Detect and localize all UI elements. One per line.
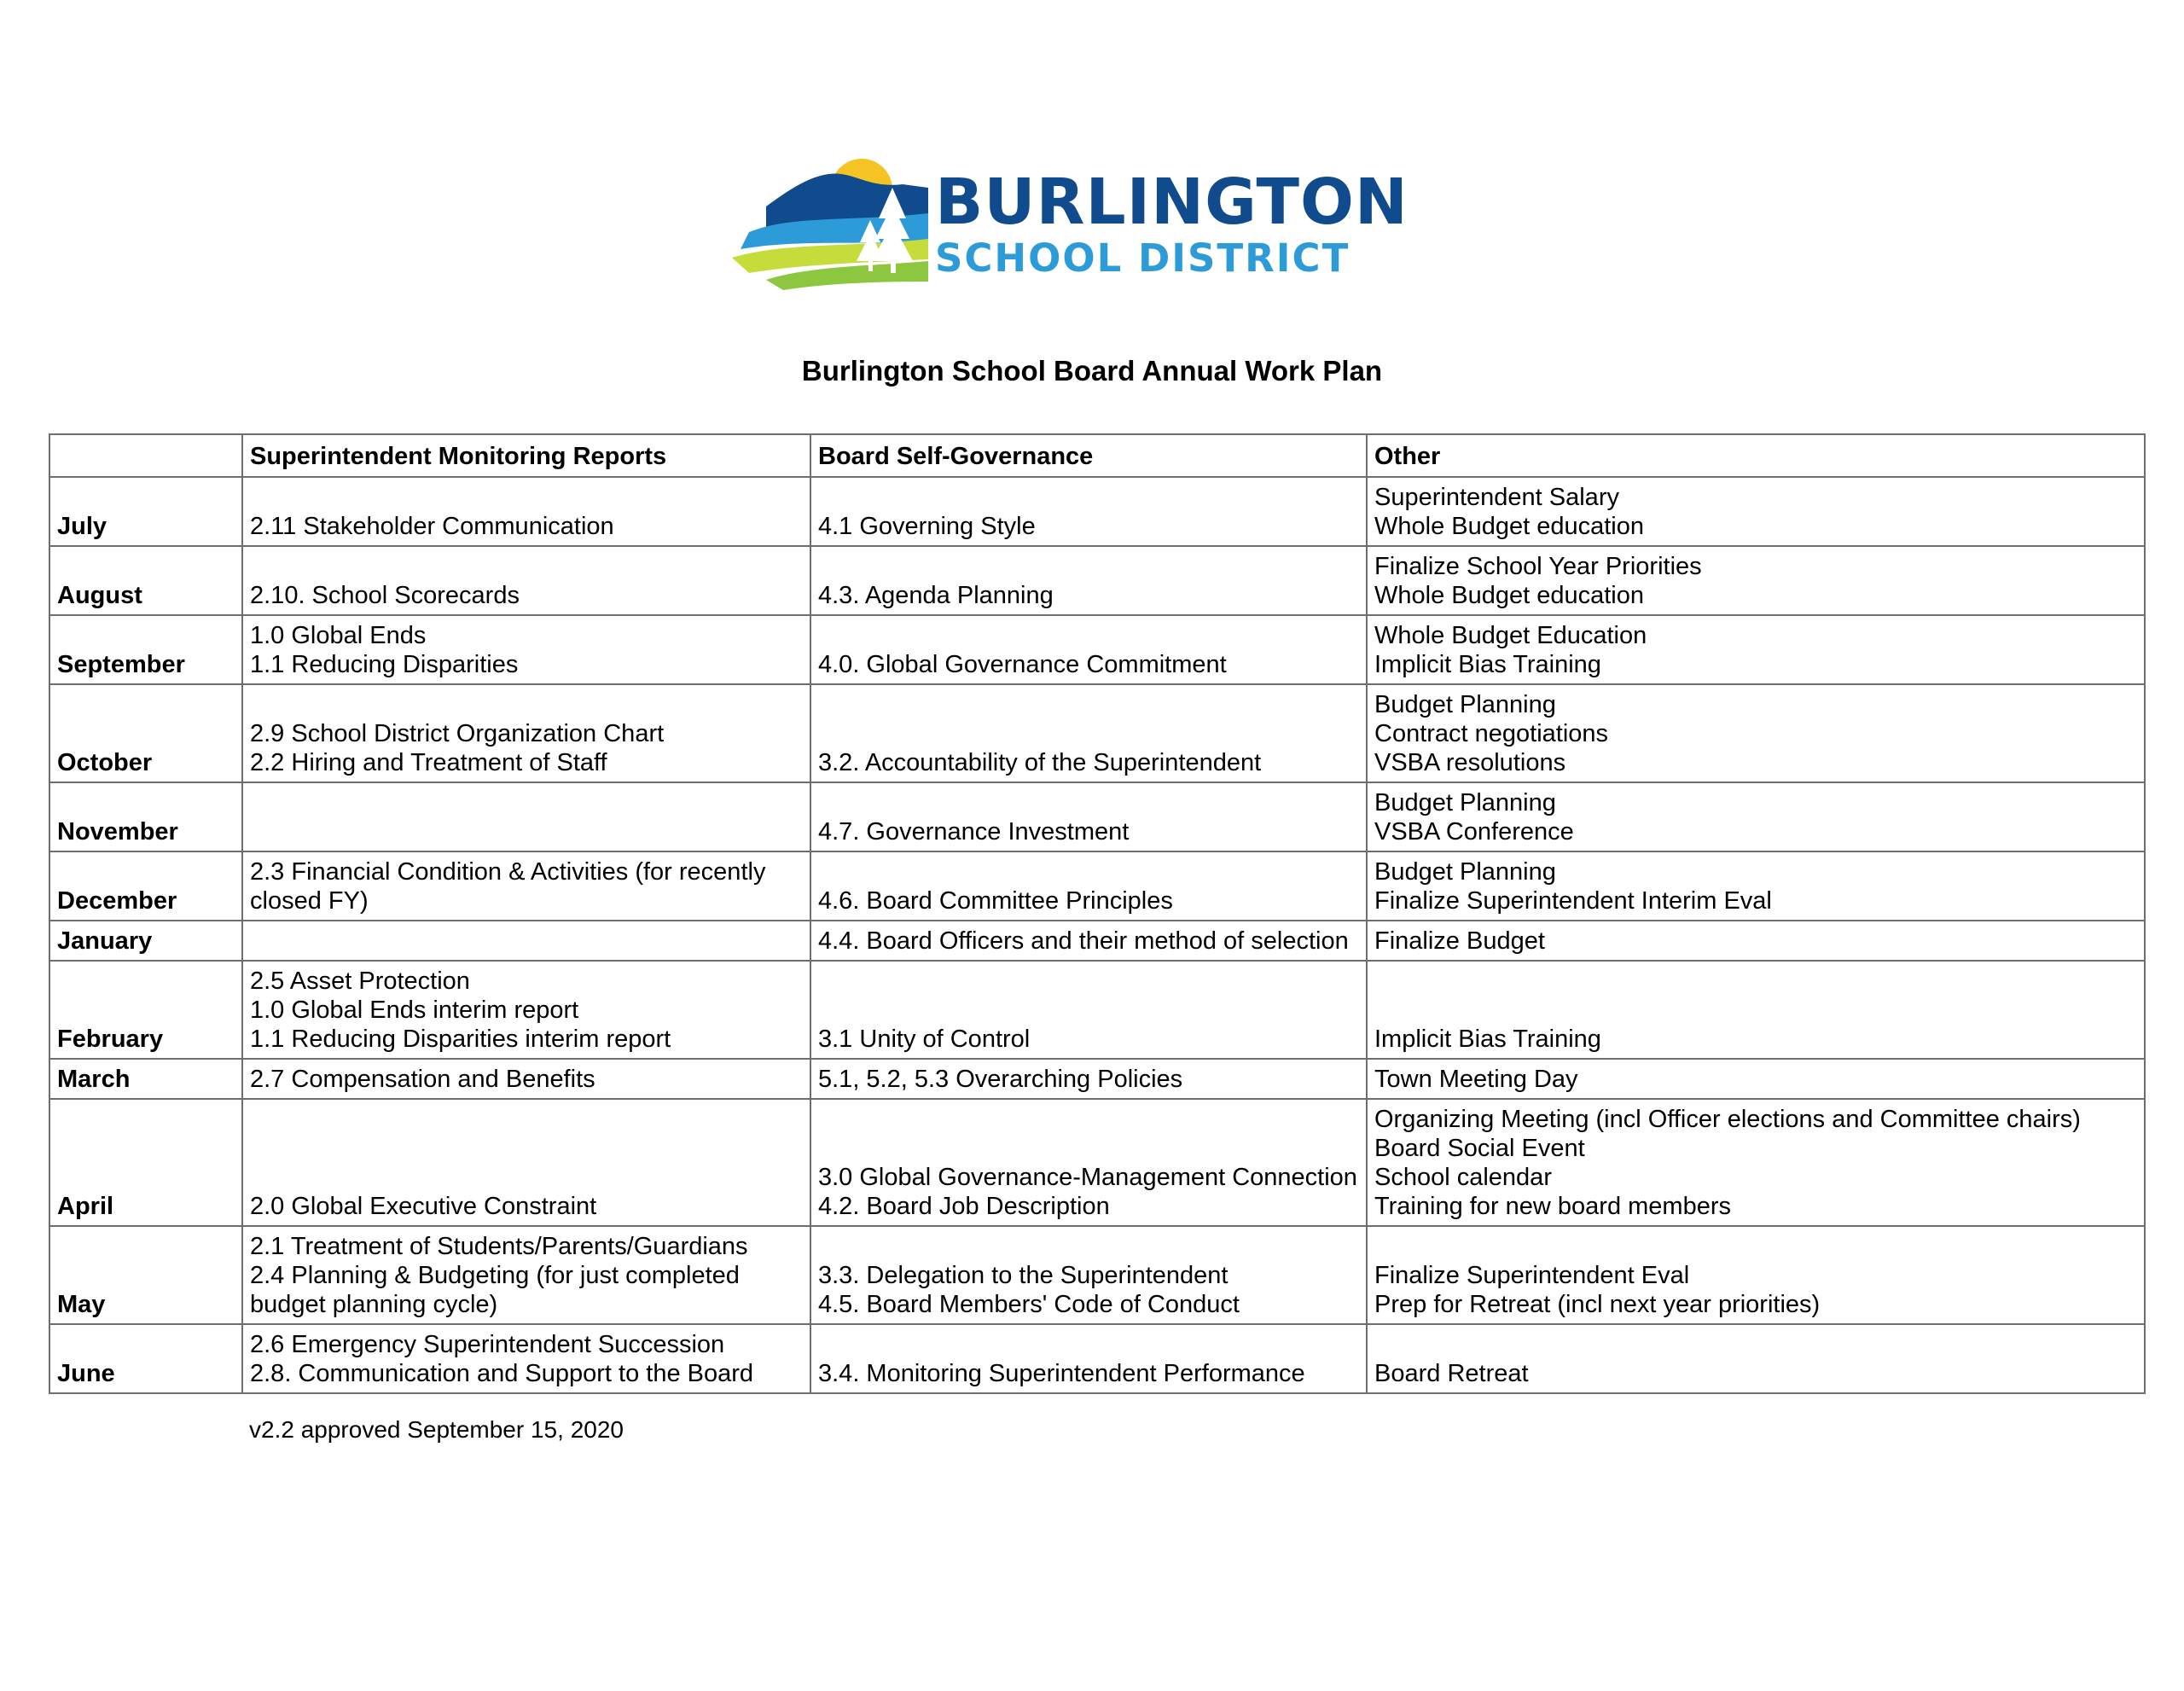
- month-cell: July: [49, 477, 242, 546]
- cell-line: Finalize Budget: [1374, 927, 1545, 955]
- cell-line: 1.1 Reducing Disparities interim report: [250, 1026, 671, 1053]
- board-self-governance-cell: [810, 615, 1367, 684]
- superintendent-reports-cell: [242, 615, 810, 684]
- cell-line: Whole Budget education: [1374, 513, 1644, 540]
- table-row: [49, 921, 2145, 961]
- cell-line: 2.10. School Scorecards: [250, 582, 520, 609]
- cell-line: Budget Planning: [1374, 789, 1556, 816]
- other-cell: [1367, 546, 2145, 615]
- board-self-governance-cell: [810, 961, 1367, 1059]
- board-self-governance-cell: [810, 1226, 1367, 1324]
- cell-line: Implicit Bias Training: [1374, 651, 1601, 678]
- cell-line: 1.0 Global Ends: [250, 622, 427, 649]
- table-row: [49, 782, 2145, 851]
- month-cell: June: [49, 1324, 242, 1393]
- cell-line: closed FY): [250, 887, 369, 915]
- cell-line: 4.0. Global Governance Commitment: [818, 651, 1227, 678]
- cell-line: 2.3 Financial Condition & Activities (for recently: [250, 858, 766, 886]
- table-row: [49, 546, 2145, 615]
- other-cell: [1367, 851, 2145, 921]
- other-cell: [1367, 684, 2145, 782]
- table-body: [49, 477, 2145, 1393]
- other-cell: [1367, 1324, 2145, 1393]
- cell-line: Board Retreat: [1374, 1360, 1529, 1387]
- board-self-governance-cell: [810, 851, 1367, 921]
- cell-line: 3.4. Monitoring Superintendent Performance: [818, 1360, 1305, 1387]
- cell-line: Contract negotiations: [1374, 720, 1609, 747]
- work-plan-table: [49, 433, 2146, 1394]
- board-self-governance-cell: [810, 1324, 1367, 1393]
- header-other: Other: [1367, 434, 2145, 477]
- cell-line: VSBA Conference: [1374, 818, 1574, 846]
- superintendent-reports-cell: [242, 921, 810, 961]
- header-board-self-governance: Board Self-Governance: [810, 434, 1367, 477]
- cell-line: Whole Budget Education: [1374, 622, 1647, 649]
- other-cell: [1367, 1059, 2145, 1099]
- month-cell: November: [49, 782, 242, 851]
- cell-line: budget planning cycle): [250, 1291, 498, 1318]
- cell-line: 4.5. Board Members' Code of Conduct: [818, 1291, 1240, 1318]
- superintendent-reports-cell: [242, 684, 810, 782]
- superintendent-reports-cell: [242, 961, 810, 1059]
- cell-line: Training for new board members: [1374, 1193, 1731, 1220]
- cell-line: Finalize Superintendent Interim Eval: [1374, 887, 1772, 915]
- cell-line: Prep for Retreat (incl next year priorities): [1374, 1291, 1821, 1318]
- month-cell: December: [49, 851, 242, 921]
- table-header-row: [49, 434, 2145, 477]
- board-self-governance-cell: [810, 477, 1367, 546]
- month-cell: October: [49, 684, 242, 782]
- other-cell: [1367, 1226, 2145, 1324]
- board-self-governance-cell: [810, 546, 1367, 615]
- district-logo: [732, 154, 1409, 290]
- cell-line: Implicit Bias Training: [1374, 1026, 1601, 1053]
- cell-line: 2.7 Compensation and Benefits: [250, 1066, 595, 1093]
- cell-line: 2.6 Emergency Superintendent Succession: [250, 1331, 725, 1358]
- cell-line: 4.7. Governance Investment: [818, 818, 1130, 846]
- cell-line: 2.9 School District Organization Chart: [250, 720, 665, 747]
- superintendent-reports-cell: [242, 477, 810, 546]
- other-cell: [1367, 615, 2145, 684]
- cell-line: 4.3. Agenda Planning: [818, 582, 1054, 609]
- logo-wordmark: [935, 166, 1409, 281]
- cell-line: 2.8. Communication and Support to the Board: [250, 1360, 754, 1387]
- board-self-governance-cell: [810, 782, 1367, 851]
- cell-line: 1.1 Reducing Disparities: [250, 651, 519, 678]
- cell-line: Board Social Event: [1374, 1135, 1585, 1162]
- table-row: [49, 1226, 2145, 1324]
- cell-line: 2.11 Stakeholder Communication: [250, 513, 614, 540]
- cell-line: 3.0 Global Governance-Management Connection: [818, 1164, 1357, 1191]
- table-row: [49, 1059, 2145, 1099]
- cell-line: 1.0 Global Ends interim report: [250, 997, 579, 1024]
- month-cell: May: [49, 1226, 242, 1324]
- superintendent-reports-cell: [242, 546, 810, 615]
- other-cell: [1367, 1099, 2145, 1226]
- other-cell: [1367, 477, 2145, 546]
- cell-line: Town Meeting Day: [1374, 1066, 1578, 1093]
- landscape-logo-icon: [732, 154, 928, 290]
- cell-line: 3.2. Accountability of the Superintendent: [818, 749, 1262, 776]
- cell-line: Superintendent Salary: [1374, 484, 1619, 511]
- cell-line: 3.1 Unity of Control: [818, 1026, 1031, 1053]
- table-row: [49, 961, 2145, 1059]
- cell-line: Whole Budget education: [1374, 582, 1644, 609]
- cell-line: 2.2 Hiring and Treatment of Staff: [250, 749, 607, 776]
- superintendent-reports-cell: [242, 1099, 810, 1226]
- cell-line: Finalize Superintendent Eval: [1374, 1262, 1690, 1289]
- cell-line: 3.3. Delegation to the Superintendent: [818, 1262, 1228, 1289]
- superintendent-reports-cell: [242, 1324, 810, 1393]
- cell-line: 4.4. Board Officers and their method of selection: [818, 927, 1349, 955]
- header-month: [49, 434, 242, 477]
- month-cell: March: [49, 1059, 242, 1099]
- table-row: [49, 477, 2145, 546]
- cell-line: 2.5 Asset Protection: [250, 968, 470, 995]
- table-row: [49, 615, 2145, 684]
- cell-line: 4.6. Board Committee Principles: [818, 887, 1173, 915]
- superintendent-reports-cell: [242, 1226, 810, 1324]
- page-title: Burlington School Board Annual Work Plan: [801, 355, 1383, 386]
- logo-line-school-district: SCHOOL DISTRICT: [935, 235, 1350, 281]
- cell-line: School calendar: [1374, 1164, 1552, 1191]
- cell-line: 2.0 Global Executive Constraint: [250, 1193, 597, 1220]
- cell-line: 2.1 Treatment of Students/Parents/Guardians: [250, 1233, 748, 1260]
- superintendent-reports-cell: [242, 1059, 810, 1099]
- header-superintendent-reports: Superintendent Monitoring Reports: [242, 434, 810, 477]
- cell-line: 2.4 Planning & Budgeting (for just completed: [250, 1262, 740, 1289]
- cell-line: 5.1, 5.2, 5.3 Overarching Policies: [818, 1066, 1183, 1093]
- cell-line: 4.1 Governing Style: [818, 513, 1036, 540]
- other-cell: [1367, 961, 2145, 1059]
- cell-line: Budget Planning: [1374, 691, 1556, 718]
- other-cell: [1367, 782, 2145, 851]
- superintendent-reports-cell: [242, 851, 810, 921]
- cell-line: Budget Planning: [1374, 858, 1556, 886]
- cell-line: VSBA resolutions: [1374, 749, 1566, 776]
- logo-line-burlington: BURLINGTON: [935, 166, 1409, 239]
- month-cell: February: [49, 961, 242, 1059]
- cell-line: Organizing Meeting (incl Officer elections and Committee chairs): [1374, 1106, 2081, 1133]
- other-cell: [1367, 921, 2145, 961]
- month-cell: April: [49, 1099, 242, 1226]
- board-self-governance-cell: [810, 921, 1367, 961]
- month-cell: August: [49, 546, 242, 615]
- version-note: v2.2 approved September 15, 2020: [249, 1416, 624, 1443]
- cell-line: 4.2. Board Job Description: [818, 1193, 1110, 1220]
- month-cell: September: [49, 615, 242, 684]
- cell-line: Finalize School Year Priorities: [1374, 553, 1702, 580]
- table-row: [49, 684, 2145, 782]
- board-self-governance-cell: [810, 1099, 1367, 1226]
- month-cell: January: [49, 921, 242, 961]
- table-row: [49, 1099, 2145, 1226]
- board-self-governance-cell: [810, 684, 1367, 782]
- table-row: [49, 1324, 2145, 1393]
- board-self-governance-cell: [810, 1059, 1367, 1099]
- table-row: [49, 851, 2145, 921]
- superintendent-reports-cell: [242, 782, 810, 851]
